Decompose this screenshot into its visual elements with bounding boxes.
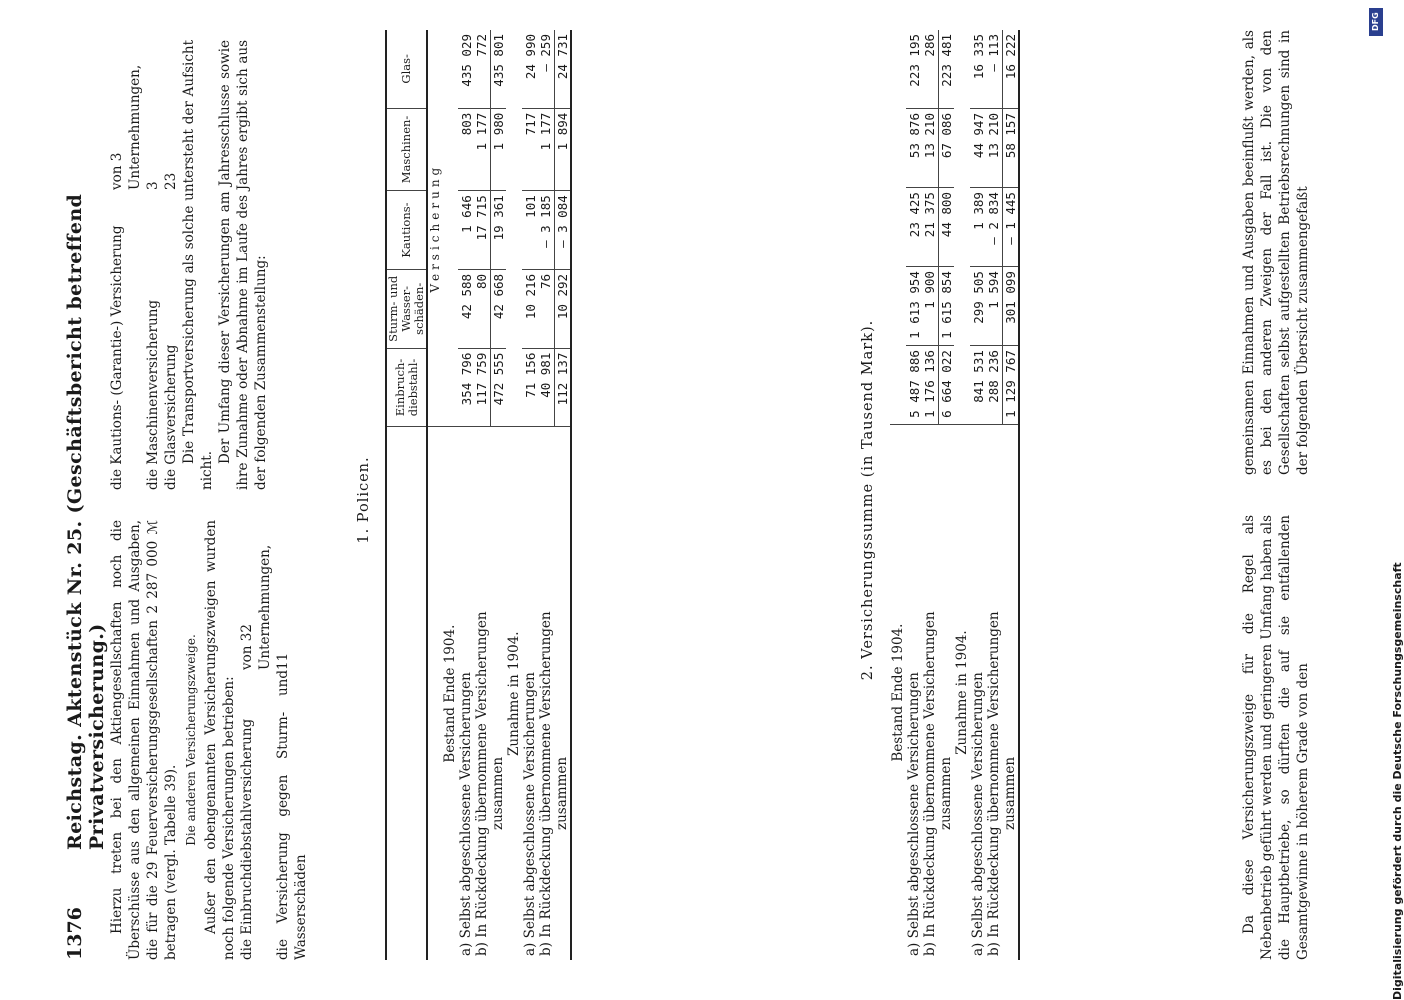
table-total-row: zusammen 472 555 42 668 19 361 1 980 435 801 xyxy=(490,30,506,960)
page-header xyxy=(60,40,108,960)
group-heading-row: Zunahme in 1904. xyxy=(506,30,522,960)
intro-left-column xyxy=(108,520,310,960)
intro-paragraph-3: Die Transportversicherung als solche untersteht der Aufsicht nicht. xyxy=(181,40,215,490)
table-row: b) In Rückdeckung übernommene Versicherungen 117 759 80 17 715 1 177 772 xyxy=(474,30,490,960)
span-label: Versicherung xyxy=(427,30,442,427)
table-row: b) In Rückdeckung übernommene Versicherungen 1 176 136 1 900 21 375 13 210 286 xyxy=(922,30,938,960)
list-item: die Glasversicherung 23 xyxy=(163,172,179,490)
group-heading-row: Bestand Ende 1904. xyxy=(442,30,458,960)
dfg-logo: DFG xyxy=(1369,8,1383,36)
column-header: Einbruch-diebstahl- xyxy=(386,348,427,427)
sum-insured-table xyxy=(890,30,1020,960)
span-header-row xyxy=(427,30,442,960)
policies-table xyxy=(385,30,572,960)
intro-right-column xyxy=(108,40,270,490)
column-header: Maschinen- xyxy=(386,108,427,191)
table-row: b) In Rückdeckung übernommene Versicherungen 288 236 1 594 — 2 834 13 210 — 113 xyxy=(986,30,1002,960)
table-total-row: zusammen 112 137 10 292 — 3 084 1 894 24 731 xyxy=(554,30,571,960)
group-heading-row: Bestand Ende 1904. xyxy=(890,30,906,960)
digitization-strip xyxy=(1355,0,1404,1000)
section-2-title: 2. Versicherungssumme (in Tausend Mark). xyxy=(860,319,876,681)
column-header: Sturm- und Wasser-schäden- xyxy=(386,269,427,348)
column-header: Kautions- xyxy=(386,191,427,270)
group-heading-row: Zunahme in 1904. xyxy=(954,30,970,960)
list-item: die Versicherung gegen Sturm- und Wasserschäden 11 xyxy=(275,652,309,960)
table-header-row xyxy=(386,30,427,960)
digitization-note: Digitalisierung gefördert durch die Deutsche Forschungsgemeinschaft xyxy=(1391,562,1404,1000)
table-total-row: zusammen 1 129 767 301 099 — 1 445 58 157 16 222 xyxy=(1002,30,1019,960)
table-row: a) Selbst abgeschlossene Versicherungen 841 531 299 505 1 389 44 947 16 335 xyxy=(970,30,986,960)
table-row: a) Selbst abgeschlossene Versicherungen 5 487 886 1 613 954 23 425 53 876 223 195 xyxy=(906,30,922,960)
table-row: a) Selbst abgeschlossene Versicherungen 71 156 10 216 101 717 24 990 xyxy=(522,30,538,960)
footer-text xyxy=(1240,30,1312,960)
section-1-title: 1. Policen. xyxy=(356,456,372,544)
intro-paragraph-4: Der Umfang dieser Versicherungen am Jahresschlusse sowie ihre Zunahme oder Abnahme im Laufe des Jahres ergibt sich aus der folgenden Zusammenstellung: xyxy=(217,40,269,490)
subheading-other-branches: Die anderen Versicherungszweige. xyxy=(184,634,198,846)
page-number: 1376 xyxy=(64,907,86,960)
intro-paragraph-1: Hierzu treten bei den Aktiengesellschaften noch die Überschüsse aus den allgemeinen Einnahmen und Ausgaben, die für die 29 Feuerversicherungsgesellschaften 2 287 000 ℳ betragen (vergl. Tabelle 39). xyxy=(109,520,179,960)
stub-header xyxy=(386,427,427,960)
page-title: Reichstag. Aktenstück Nr. 25. (Geschäftsbericht betreffend Privatversicherung.) xyxy=(64,193,108,850)
list-item: die Einbruchdiebstahlversicherung von 32 Unternehmungen, xyxy=(239,544,273,960)
footer-left-paragraph: Da diese Versicherungszweige für die Regel als Nebenbetrieb geführt werden und geringeren Umfang haben als die Hauptbetriebe, so dürften die auf sie entfallenden Gesamtgewinne in höherem Grade von den xyxy=(1241,515,1311,960)
list-item: die Maschinenversicherung 3 xyxy=(145,181,161,490)
table-total-row: zusammen 6 664 022 1 615 854 44 800 67 086 223 481 xyxy=(938,30,954,960)
table-row: b) In Rückdeckung übernommene Versicherungen 40 981 76 — 3 185 1 177 — 259 xyxy=(538,30,554,960)
intro-paragraph-2: Außer den obengenannten Versicherungszweigen wurden noch folgende Versicherungen betrieben: xyxy=(203,520,237,960)
column-header: Glas- xyxy=(386,30,427,108)
footer-right-paragraph: gemeinsamen Einnahmen und Ausgaben beeinflußt werden, als es bei den anderen Zweigen der Fall ist. Die von den Gesellschaften selbst aufgestellten Betriebsrechnungen sind in der folgenden Übersicht zusammengefaßt xyxy=(1241,30,1311,475)
table-row: a) Selbst abgeschlossene Versicherungen 354 796 42 588 1 646 803 435 029 xyxy=(458,30,474,960)
list-item: die Kautions- (Garantie-) Versicherung von 3 Unternehmungen, xyxy=(109,64,143,490)
